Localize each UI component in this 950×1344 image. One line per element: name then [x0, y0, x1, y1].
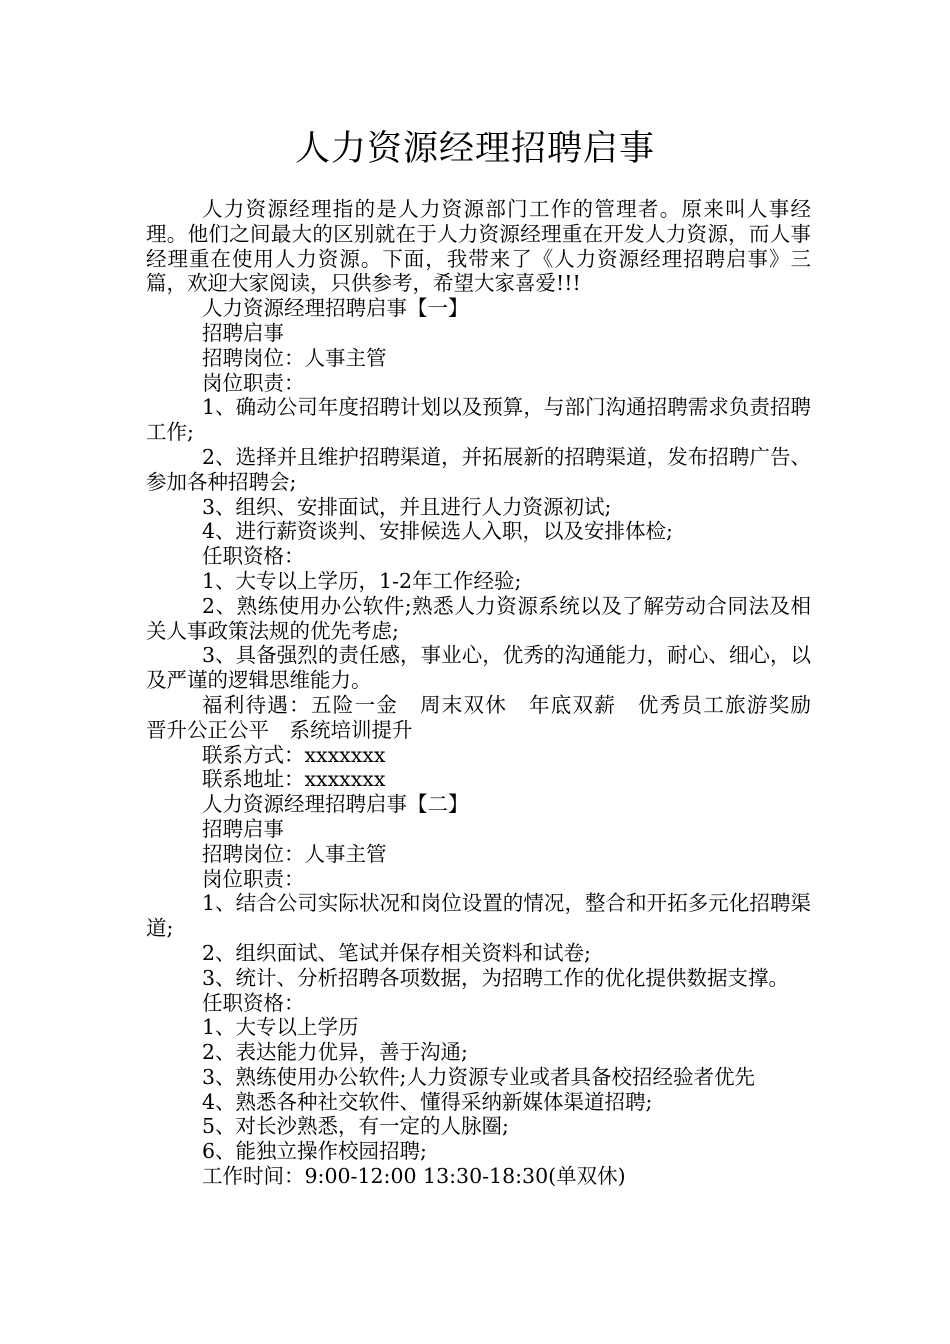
list-item: 1、确动公司年度招聘计划以及预算，与部门沟通招聘需求负责招聘工作;: [146, 395, 811, 445]
text-line: 任职资格：: [202, 544, 305, 569]
text-line: 岗位职责：: [202, 370, 305, 395]
list-item: 1、大专以上学历，1-2年工作经验;: [202, 568, 522, 593]
list-item: 1、大专以上学历: [202, 1015, 359, 1040]
text-line: 招聘启事: [202, 320, 284, 345]
intro-paragraph: 人力资源经理指的是人力资源部门工作的管理者。原来叫人事经理。他们之间最大的区别就在于人力资源经理重在开发人力资源，而人事经理重在使用人力资源。下面，我带来了《人力资源经理招聘启事》三篇，欢迎大家阅读，只供参考，希望大家喜爱!!!: [146, 197, 811, 296]
list-item: 4、进行薪资谈判、安排候选人入职，以及安排体检;: [202, 519, 673, 544]
list-item: 6、能独立操作校园招聘;: [202, 1139, 427, 1164]
list-item: 2、表达能力优异，善于沟通;: [202, 1040, 468, 1065]
list-item: 3、组织、安排面试，并且进行人力资源初试;: [202, 494, 612, 519]
text-line: 福利待遇：五险一金 周末双休 年底双薪 优秀员工旅游奖励 晋升公正公平 系统培训提升: [146, 692, 832, 742]
text-line: 招聘岗位：人事主管: [202, 841, 387, 866]
text-line: 招聘启事: [202, 816, 284, 841]
text-line: 岗位职责：: [202, 866, 305, 891]
list-item: 2、熟练使用办公软件;熟悉人力资源系统以及了解劳动合同法及相关人事政策法规的优先考虑;: [146, 593, 811, 643]
text-line: 工作时间：9:00-12:00 13:30-18:30(单双休): [202, 1164, 626, 1189]
text-line: 联系地址：xxxxxxx: [202, 767, 386, 792]
text-line: 招聘岗位：人事主管: [202, 345, 387, 370]
section-heading-two: 人力资源经理招聘启事【二】: [202, 792, 469, 817]
list-item: 5、对长沙熟悉，有一定的人脉圈;: [202, 1114, 509, 1139]
text-line: 任职资格：: [202, 990, 305, 1015]
section-heading-one: 人力资源经理招聘启事【一】: [202, 296, 469, 321]
list-item: 2、组织面试、笔试并保存相关资料和试卷;: [202, 940, 591, 965]
text-line: 联系方式：xxxxxxx: [202, 742, 386, 767]
list-item: 3、统计、分析招聘各项数据，为招聘工作的优化提供数据支撑。: [202, 965, 790, 990]
list-item: 3、熟练使用办公软件;人力资源专业或者具备校招经验者优先: [202, 1064, 755, 1089]
list-item: 3、具备强烈的责任感，事业心，优秀的沟通能力，耐心、细心，以及严谨的逻辑思维能力。: [146, 643, 811, 693]
document-body: [146, 197, 832, 1189]
list-item: 1、结合公司实际状况和岗位设置的情况，整合和开拓多元化招聘渠道;: [146, 891, 811, 941]
list-item: 4、熟悉各种社交软件、懂得采纳新媒体渠道招聘;: [202, 1089, 653, 1114]
document-title: 人力资源经理招聘启事: [294, 129, 655, 169]
list-item: 2、选择并且维护招聘渠道，并拓展新的招聘渠道，发布招聘广告、参加各种招聘会;: [146, 444, 811, 494]
